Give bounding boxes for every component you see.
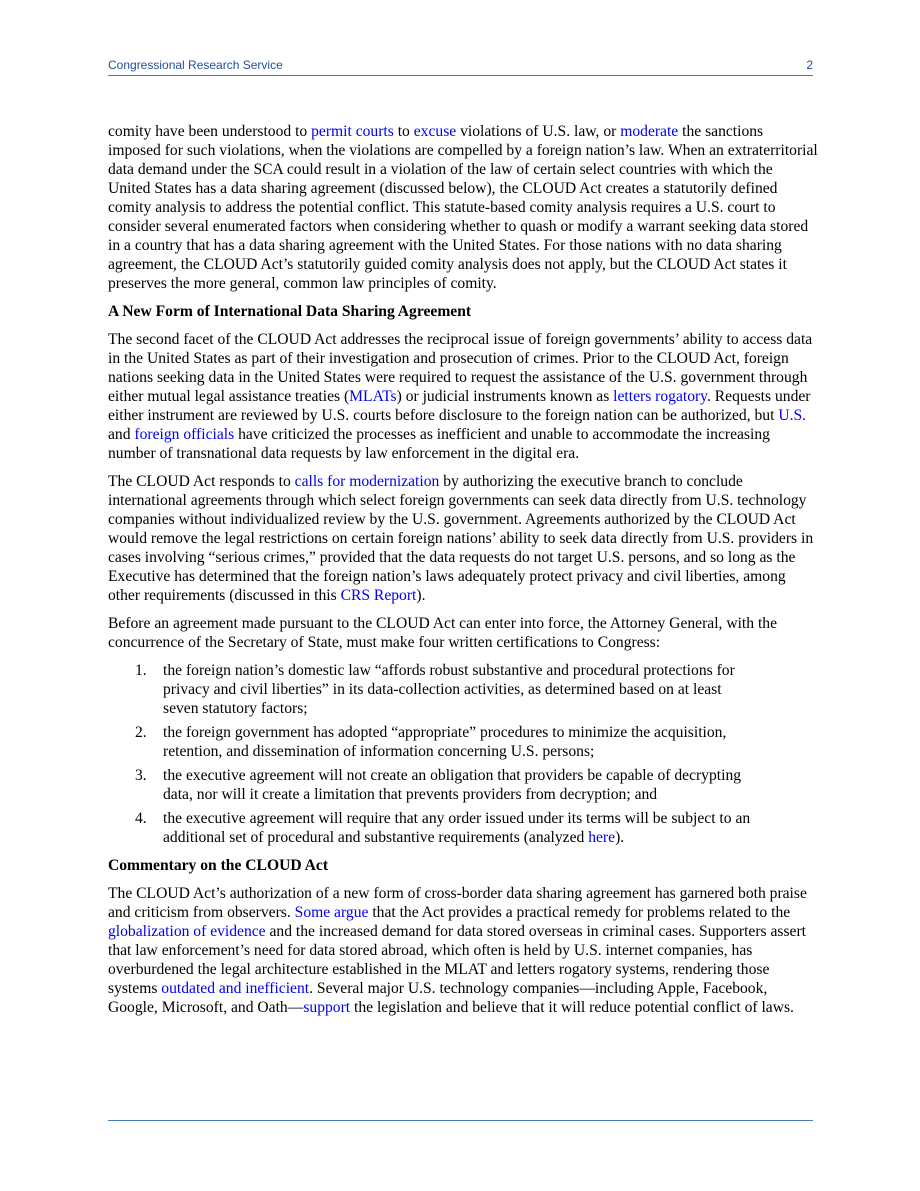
- link-permit-courts[interactable]: permit courts: [311, 123, 394, 140]
- paragraph-responds: [108, 472, 818, 605]
- text: comity have been understood to: [108, 123, 312, 140]
- text: The CLOUD Act’s authorization of a new form of cross-border data sharing agreement has garnered both praise and criticism from observers.: [108, 885, 807, 921]
- footer-divider: [108, 1120, 813, 1121]
- link-some-argue[interactable]: Some argue: [294, 904, 369, 921]
- section-heading-data-sharing: A New Form of International Data Sharing Agreement: [108, 303, 472, 320]
- link-foreign-officials[interactable]: foreign officials: [134, 426, 235, 443]
- text: by authorizing the executive branch to conclude international agreements through which select foreign governments can seek data directly from U.S. technology companies without individualized review by the U.S. government. Agreements authorized by the CLOUD Act would remove the legal restrictions on certain foreign nations’ ability to seek data directly from U.S. providers in cases involving “serious crimes,” provided that the data requests do not target U.S. persons, and so long as the Executive has determined that the foreign nation’s laws adequately protect privacy and civil liberties, among other requirements (discussed in this: [108, 473, 814, 604]
- paragraph-second-facet: [108, 330, 818, 463]
- paragraph-comity: [108, 122, 818, 293]
- link-us[interactable]: U.S.: [778, 407, 807, 424]
- text: The CLOUD Act responds to: [108, 473, 295, 490]
- header-org: Congressional Research Service: [108, 58, 283, 72]
- list-item: [108, 723, 753, 761]
- link-excuse[interactable]: excuse: [413, 123, 457, 140]
- page-header: [108, 57, 813, 76]
- text: the legislation and believe that it will reduce potential conflict of laws.: [350, 999, 794, 1016]
- text: the sanctions imposed for such violations, when the violations are compelled by a foreign nation’s law. When an extraterritorial data demand under the SCA could result in a violation of the law of certain select countries with which the United States has a data sharing agreement (discussed below), the CLOUD Act creates a statutorily defined comity analysis to address the potential conflict. This statute-based comity analysis requires a U.S. court to consider several enumerated factors when considering whether to quash or modify a warrant seeking data stored in a country that has a data sharing agreement with the United States. For those nations with no data sharing agreement, the CLOUD Act’s statutorily guided comity analysis does not apply, but the CLOUD Act states it preserves the more general, common law principles of comity.: [108, 123, 818, 292]
- list-item: [108, 809, 753, 847]
- certifications-list: [108, 661, 818, 847]
- list-number: 3.: [135, 767, 147, 784]
- text: and: [108, 426, 135, 443]
- list-text: the executive agreement will require that any order issued under its terms will be subject to an additional set of procedural and substantive requirements (analyzed: [163, 810, 751, 846]
- list-text: ).: [615, 829, 625, 846]
- document-body: [108, 122, 818, 1026]
- list-number: 4.: [135, 810, 147, 827]
- text: have criticized the processes as inefficient and unable to accommodate the increasing number of transnational data requests by law enforcement in the digital era.: [108, 426, 770, 462]
- text: to: [393, 123, 414, 140]
- link-letters-rogatory[interactable]: letters rogatory: [613, 388, 707, 405]
- list-item: [108, 661, 753, 718]
- paragraph-commentary: [108, 884, 818, 1017]
- list-text: the foreign nation’s domestic law “affords robust substantive and procedural protections for privacy and civil liberties” in its data-collection activities, as determined based on at least seven statutory factors;: [163, 662, 735, 717]
- text: that the Act provides a practical remedy for problems related to the: [368, 904, 791, 921]
- text: . Several major U.S. technology companies—including Apple, Facebook, Google, Microsoft, and Oath—: [108, 980, 768, 1016]
- list-number: 2.: [135, 724, 147, 741]
- page-number: 2: [806, 58, 813, 72]
- link-outdated-and-inefficient[interactable]: outdated and inefficient: [161, 980, 310, 997]
- section-heading-commentary: Commentary on the CLOUD Act: [108, 857, 329, 874]
- link-support[interactable]: support: [303, 999, 351, 1016]
- paragraph-certifications-intro: Before an agreement made pursuant to the CLOUD Act can enter into force, the Attorney General, with the concurrence of the Secretary of State, must make four written certifications to Congress:: [108, 615, 777, 651]
- text: The second facet of the CLOUD Act addresses the reciprocal issue of foreign governments’ ability to access data in the United States as part of their investigation and prosecution of crimes. Prior to the CLOUD Act, foreign nations seeking data in the United States were required to request the assistance of the U.S. government through either mutual legal assistance treaties (: [108, 331, 813, 405]
- text: ) or judicial instruments known as: [396, 388, 614, 405]
- text: and the increased demand for data stored overseas in criminal cases. Supporters assert that law enforcement’s need for data stored abroad, which often is held by U.S. internet companies, has overburdened the legal architecture established in the MLAT and letters rogatory systems, rendering those systems: [108, 923, 806, 997]
- text: ).: [416, 587, 426, 604]
- text: . Requests under either instrument are reviewed by U.S. courts before disclosure to the foreign nation can be authorized, but: [108, 388, 811, 424]
- link-mlats[interactable]: MLATs: [349, 388, 397, 405]
- link-calls-for-modernization[interactable]: calls for modernization: [294, 473, 440, 490]
- link-moderate[interactable]: moderate: [620, 123, 679, 140]
- list-number: 1.: [135, 662, 147, 679]
- link-globalization-of-evidence[interactable]: globalization of evidence: [108, 923, 266, 940]
- list-text: the foreign government has adopted “appropriate” procedures to minimize the acquisition, retention, and dissemination of information concerning U.S. persons;: [163, 724, 727, 760]
- list-item: [108, 766, 753, 804]
- link-crs-report[interactable]: CRS Report: [340, 587, 417, 604]
- text: violations of U.S. law, or: [456, 123, 621, 140]
- list-text: the executive agreement will not create an obligation that providers be capable of decrypting data, nor will it create a limitation that prevents providers from decryption; and: [163, 767, 742, 803]
- link-here[interactable]: here: [588, 829, 616, 846]
